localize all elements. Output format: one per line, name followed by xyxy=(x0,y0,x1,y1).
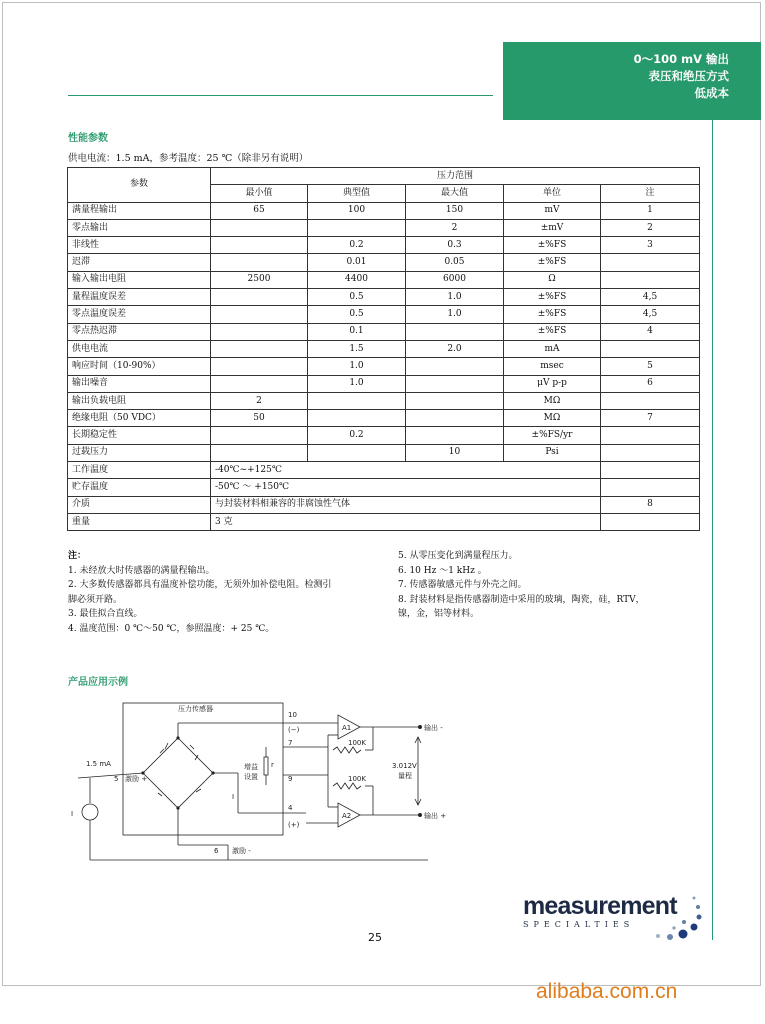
range-header: 压力范围 xyxy=(211,168,700,185)
output-minus-label: 输出 - xyxy=(424,724,443,732)
cell-note xyxy=(601,462,700,479)
pin-pos-label: (+) xyxy=(288,821,300,829)
cell-unit: MΩ xyxy=(504,410,601,427)
table-row xyxy=(68,410,700,427)
header-line-2: 表压和绝压方式 xyxy=(648,69,729,83)
res-1-label: 100K xyxy=(348,739,366,747)
cell-typ xyxy=(308,392,406,409)
notes-left xyxy=(68,549,331,636)
pin-9-label: 9 xyxy=(288,775,293,783)
cell-param: 量程温度误差 xyxy=(68,289,211,306)
cell-unit: MΩ xyxy=(504,392,601,409)
table-row xyxy=(68,513,700,530)
table-row xyxy=(68,444,700,461)
cell-note xyxy=(601,427,700,444)
logo-dots-icon xyxy=(636,893,706,945)
pin-10-label: 10 xyxy=(288,711,297,719)
cell-typ: 1.5 xyxy=(308,340,406,357)
cell-max: 1.0 xyxy=(406,306,504,323)
pin-7-label: 7 xyxy=(288,739,293,747)
col-max: 最大值 xyxy=(406,185,504,202)
cell-param: 输出负载电阻 xyxy=(68,392,211,409)
cell-unit: ±%FS/yr xyxy=(504,427,601,444)
cell-max: 0.05 xyxy=(406,254,504,271)
pin-neg-label: (−) xyxy=(288,726,300,734)
table-row xyxy=(68,202,700,219)
cell-unit: mA xyxy=(504,340,601,357)
bridge-current-label: I xyxy=(232,793,235,801)
table-row xyxy=(68,219,700,236)
cell-unit: ±mV xyxy=(504,219,601,236)
header-line-3: 低成本 xyxy=(694,86,729,100)
cell-min xyxy=(211,340,308,357)
excite-minus-label: 激励 - xyxy=(232,847,251,855)
cell-max: 150 xyxy=(406,202,504,219)
cell-unit: msec xyxy=(504,358,601,375)
cell-value: 与封装材料相兼容的非腐蚀性气体 xyxy=(211,496,601,513)
note-item: 2. 大多数传感器都具有温度补偿功能，无须外加补偿电阻。检测引 xyxy=(68,580,332,590)
gain-set-label: 设置 xyxy=(244,773,258,781)
cell-note: 4 xyxy=(601,323,700,340)
cell-note xyxy=(601,513,700,530)
header-banner xyxy=(503,42,761,120)
cell-param: 输入输出电阻 xyxy=(68,271,211,288)
amp-a2-label: A2 xyxy=(342,812,352,820)
cell-max xyxy=(406,392,504,409)
res-2-label: 100K xyxy=(348,775,366,783)
application-circuit-diagram xyxy=(68,695,468,865)
cell-note xyxy=(601,479,700,496)
cell-unit: ±%FS xyxy=(504,323,601,340)
cell-param: 介质 xyxy=(68,496,211,513)
note-item: 镍，金，铝等材料。 xyxy=(398,609,480,619)
cell-value: -50℃ ～ +150℃ xyxy=(211,479,601,496)
cell-min xyxy=(211,444,308,461)
table-row xyxy=(68,392,700,409)
note-item: 脚必须开路。 xyxy=(68,594,123,605)
cell-param: 重量 xyxy=(68,513,211,530)
cell-param: 绝缘电阻（50 VDC） xyxy=(68,410,211,427)
note-item: 8. 封装材料是指传感器制造中采用的玻璃，陶瓷，硅，RTV， xyxy=(398,594,645,605)
current-source-label: I xyxy=(71,810,74,818)
cell-param: 迟滞 xyxy=(68,254,211,271)
pin-4-label: 4 xyxy=(288,804,293,812)
cell-note xyxy=(601,340,700,357)
cell-note: 6 xyxy=(601,375,700,392)
table-row xyxy=(68,375,700,392)
cell-max: 0.3 xyxy=(406,237,504,254)
cell-unit: ±%FS xyxy=(504,237,601,254)
cell-param: 非线性 xyxy=(68,237,211,254)
voltage-label: 3.012V xyxy=(392,762,417,770)
cell-note xyxy=(601,271,700,288)
pin-5-label: 5 xyxy=(114,775,119,783)
note-item: 5. 从零压变化到满量程压力。 xyxy=(398,551,518,561)
gain-resistor-label: r xyxy=(271,761,274,769)
cell-unit: Psi xyxy=(504,444,601,461)
cell-note: 1 xyxy=(601,202,700,219)
cell-param: 工作温度 xyxy=(68,462,211,479)
cell-unit: ±%FS xyxy=(504,254,601,271)
table-row xyxy=(68,254,700,271)
logo-subtitle: SPECIALTIES xyxy=(523,920,635,929)
performance-title: 性能参数 xyxy=(68,133,108,144)
cell-param: 零点输出 xyxy=(68,219,211,236)
cell-unit: Ω xyxy=(504,271,601,288)
header-rule xyxy=(68,95,493,96)
cell-max: 2.0 xyxy=(406,340,504,357)
note-item: 4. 温度范围：0 ℃～50 ℃，参照温度：+ 25 ℃。 xyxy=(68,623,275,634)
cell-min xyxy=(211,237,308,254)
table-row xyxy=(68,462,700,479)
header-line-1: 0～100 mV 输出 xyxy=(633,52,729,66)
col-typ: 典型值 xyxy=(308,185,406,202)
application-title: 产品应用示例 xyxy=(68,677,128,688)
cell-min xyxy=(211,375,308,392)
cell-note xyxy=(601,392,700,409)
excite-plus-label: 激励 + xyxy=(125,775,148,783)
table-row xyxy=(68,358,700,375)
test-conditions: 供电电流：1.5 mA，参考温度：25 ℃（除非另有说明） xyxy=(68,153,309,164)
page-number: 25 xyxy=(368,931,382,944)
cell-typ: 0.2 xyxy=(308,237,406,254)
wheatstone-bridge xyxy=(143,738,213,808)
cell-unit: mV xyxy=(504,202,601,219)
cell-typ xyxy=(308,410,406,427)
note-item: 3. 最佳拟合直线。 xyxy=(68,609,143,619)
cell-typ: 0.2 xyxy=(308,427,406,444)
cell-min xyxy=(211,219,308,236)
cell-max: 10 xyxy=(406,444,504,461)
cell-typ: 100 xyxy=(308,202,406,219)
cell-max xyxy=(406,410,504,427)
table-row xyxy=(68,496,700,513)
range-label: 量程 xyxy=(398,772,412,780)
note-item: 1. 未经放大时传感器的满量程输出。 xyxy=(68,565,215,576)
cell-typ: 0.01 xyxy=(308,254,406,271)
table-row xyxy=(68,323,700,340)
cell-typ: 4400 xyxy=(308,271,406,288)
cell-min xyxy=(211,323,308,340)
cell-param: 响应时间（10-90%） xyxy=(68,358,211,375)
cell-param: 过载压力 xyxy=(68,444,211,461)
cell-note: 8 xyxy=(601,496,700,513)
table-row xyxy=(68,271,700,288)
note-item: 6. 10 Hz ～1 kHz 。 xyxy=(398,565,487,576)
cell-max xyxy=(406,427,504,444)
note-item: 7. 传感器敏感元件与外壳之间。 xyxy=(398,580,527,590)
cell-min: 65 xyxy=(211,202,308,219)
param-header: 参数 xyxy=(68,168,211,203)
cell-note xyxy=(601,254,700,271)
cell-max xyxy=(406,375,504,392)
table-row xyxy=(68,289,700,306)
cell-param: 零点温度误差 xyxy=(68,306,211,323)
cell-typ: 1.0 xyxy=(308,375,406,392)
output-plus-label: 输出 + xyxy=(424,812,447,820)
sensor-label: 压力传感器 xyxy=(178,705,213,713)
cell-value: -40℃~+125℃ xyxy=(211,462,601,479)
notes-heading: 注： xyxy=(68,551,87,561)
col-min: 最小值 xyxy=(211,185,308,202)
watermark: alibaba.com.cn xyxy=(536,980,678,1003)
cell-param: 贮存温度 xyxy=(68,479,211,496)
cell-param: 零点热迟滞 xyxy=(68,323,211,340)
cell-typ xyxy=(308,219,406,236)
table-row xyxy=(68,479,700,496)
cell-min xyxy=(211,358,308,375)
cell-note xyxy=(601,444,700,461)
logo-wordmark: measurement xyxy=(523,892,677,920)
cell-param: 输出噪音 xyxy=(68,375,211,392)
current-label: 1.5 mA xyxy=(86,760,111,768)
spec-table xyxy=(67,167,700,531)
cell-min xyxy=(211,427,308,444)
amp-a1-label: A1 xyxy=(342,724,352,732)
table-row xyxy=(68,340,700,357)
cell-min: 2500 xyxy=(211,271,308,288)
table-row xyxy=(68,237,700,254)
cell-typ: 0.5 xyxy=(308,306,406,323)
side-rule xyxy=(712,120,713,940)
cell-param: 满量程输出 xyxy=(68,202,211,219)
gain-label: 增益 xyxy=(244,763,258,771)
cell-note: 3 xyxy=(601,237,700,254)
col-note: 注 xyxy=(601,185,700,202)
table-row xyxy=(68,306,700,323)
col-unit: 单位 xyxy=(504,185,601,202)
cell-note: 5 xyxy=(601,358,700,375)
cell-note: 4,5 xyxy=(601,306,700,323)
notes-right xyxy=(398,549,645,622)
cell-max: 2 xyxy=(406,219,504,236)
cell-unit: μV p-p xyxy=(504,375,601,392)
cell-max: 6000 xyxy=(406,271,504,288)
cell-unit: ±%FS xyxy=(504,306,601,323)
cell-typ: 1.0 xyxy=(308,358,406,375)
cell-min xyxy=(211,289,308,306)
cell-min: 50 xyxy=(211,410,308,427)
cell-param: 长期稳定性 xyxy=(68,427,211,444)
cell-note: 4,5 xyxy=(601,289,700,306)
cell-unit: ±%FS xyxy=(504,289,601,306)
cell-typ xyxy=(308,444,406,461)
cell-max: 1.0 xyxy=(406,289,504,306)
table-row xyxy=(68,427,700,444)
pin-6-label: 6 xyxy=(214,847,219,855)
cell-note: 2 xyxy=(601,219,700,236)
cell-max xyxy=(406,358,504,375)
cell-note: 7 xyxy=(601,410,700,427)
cell-value: 3 克 xyxy=(211,513,601,530)
cell-typ: 0.5 xyxy=(308,289,406,306)
cell-min: 2 xyxy=(211,392,308,409)
cell-min xyxy=(211,306,308,323)
cell-typ: 0.1 xyxy=(308,323,406,340)
cell-min xyxy=(211,254,308,271)
cell-max xyxy=(406,323,504,340)
cell-param: 供电电流 xyxy=(68,340,211,357)
